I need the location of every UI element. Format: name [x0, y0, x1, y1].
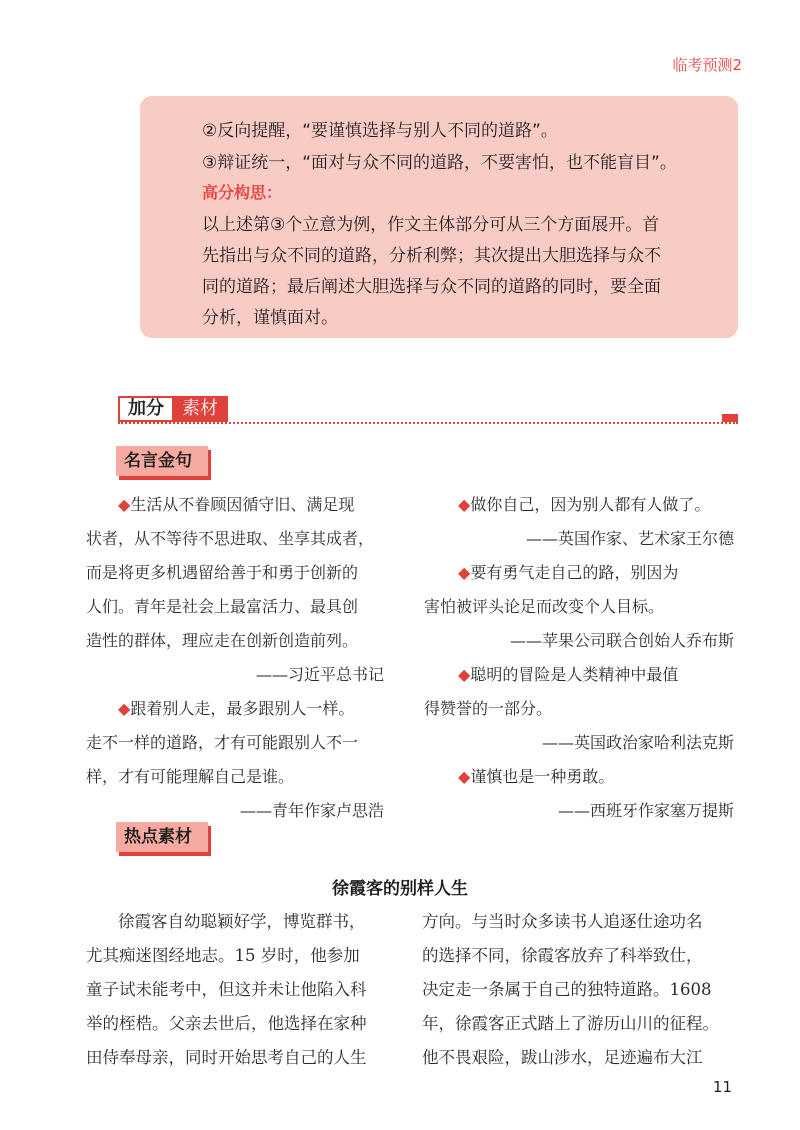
diamond-bullet-icon: ◆	[118, 495, 131, 514]
article-line: 徐霞客自幼聪颖好学，博览群书，	[118, 912, 366, 931]
box-para-line: 同的道路；最后阐述大胆选择与众不同的道路的同时，要全面	[202, 277, 661, 297]
article-line: 年，徐霞客正式踏上了游历山川的征程。	[422, 1014, 719, 1033]
box-line-1: ②反向提醒，“要谨慎选择与别人不同的道路”。	[202, 121, 558, 141]
running-header: 临考预测2	[672, 56, 742, 74]
diamond-bullet-icon: ◆	[118, 699, 131, 718]
quote-attribution: ——习近平总书记	[255, 665, 384, 684]
page-number: 11	[712, 1078, 732, 1096]
box-subhead: 高分构思：	[202, 183, 283, 202]
section-divider-cap	[722, 414, 738, 422]
quote-line: 样，才有可能理解自己是谁。	[86, 767, 295, 786]
quote-line: ◆要有勇气走自己的路，别因为	[458, 563, 679, 582]
article-line: 方向。与当时众多读书人追逐仕途功名	[422, 912, 703, 931]
quote-line: 而是将更多机遇留给善于和勇于创新的	[86, 563, 359, 582]
quote-line: 害怕被评头论足而改变个人目标。	[424, 597, 665, 616]
quote-line: 人们。青年是社会上最富活力、最具创	[86, 597, 359, 616]
quote-attribution: ——西班牙作家塞万提斯	[557, 801, 734, 820]
article-title: 徐霞客的别样人生	[332, 879, 468, 899]
quote-attribution: ——苹果公司联合创始人乔布斯	[509, 631, 734, 650]
article-line: 田侍奉母亲，同时开始思考自己的人生	[86, 1048, 367, 1067]
hot-material-tag: 热点素材	[116, 822, 208, 852]
box-para-line: 分析，谨慎面对。	[202, 308, 338, 328]
article-line: 他不畏艰险，跋山涉水，足迹遍布大江	[422, 1048, 703, 1067]
idea-box	[140, 96, 738, 338]
diamond-bullet-icon: ◆	[458, 767, 471, 786]
article-line: 的选择不同，徐霞客放弃了科举致仕，	[422, 946, 703, 965]
quote-line: 走不一样的道路，才有可能跟别人不一	[86, 733, 359, 752]
quote-line: ◆做你自己，因为别人都有人做了。	[458, 495, 711, 514]
box-para-line: 以上述第③个立意为例，作文主体部分可从三个方面展开。首	[202, 215, 660, 235]
article-line: 尤其痴迷图经地志。15 岁时，他参加	[86, 946, 360, 965]
section-header-part2: 素材	[172, 396, 228, 422]
article-line: 举的桎梏。父亲去世后，他选择在家种	[86, 1014, 367, 1033]
quote-attribution: ——英国作家、艺术家王尔德	[525, 529, 734, 548]
quote-attribution: ——青年作家卢思浩	[239, 801, 384, 820]
quote-line: 状者，从不等待不思进取、坐享其成者，	[86, 529, 375, 548]
quote-line: ◆跟着别人走，最多跟别人一样。	[118, 699, 355, 718]
quote-attribution: ——英国政治家哈利法克斯	[541, 733, 734, 752]
quote-line: ◆谨慎也是一种勇敢。	[458, 767, 615, 786]
box-para-line: 先指出与众不同的道路，分析利弊；其次提出大胆选择与众不	[202, 246, 661, 266]
quote-line: 得赞誉的一部分。	[424, 699, 553, 718]
article-line: 童子试未能考中，但这并未让他陷入科	[86, 980, 367, 999]
diamond-bullet-icon: ◆	[458, 563, 471, 582]
box-line-2: ③辩证统一，“面对与众不同的道路，不要害怕，也不能盲目”。	[202, 153, 677, 173]
quotes-tag: 名言金句	[116, 446, 208, 476]
quote-line: 造性的群体，理应走在创新创造前列。	[86, 631, 359, 650]
section-header-part1: 加分	[118, 396, 174, 422]
section-divider	[118, 422, 738, 424]
diamond-bullet-icon: ◆	[458, 665, 471, 684]
article-line: 决定走一条属于自己的独特道路。1608	[422, 980, 712, 999]
quote-line: ◆聪明的冒险是人类精神中最值	[458, 665, 679, 684]
diamond-bullet-icon: ◆	[458, 495, 471, 514]
quote-line: ◆生活从不眷顾因循守旧、满足现	[118, 495, 355, 514]
